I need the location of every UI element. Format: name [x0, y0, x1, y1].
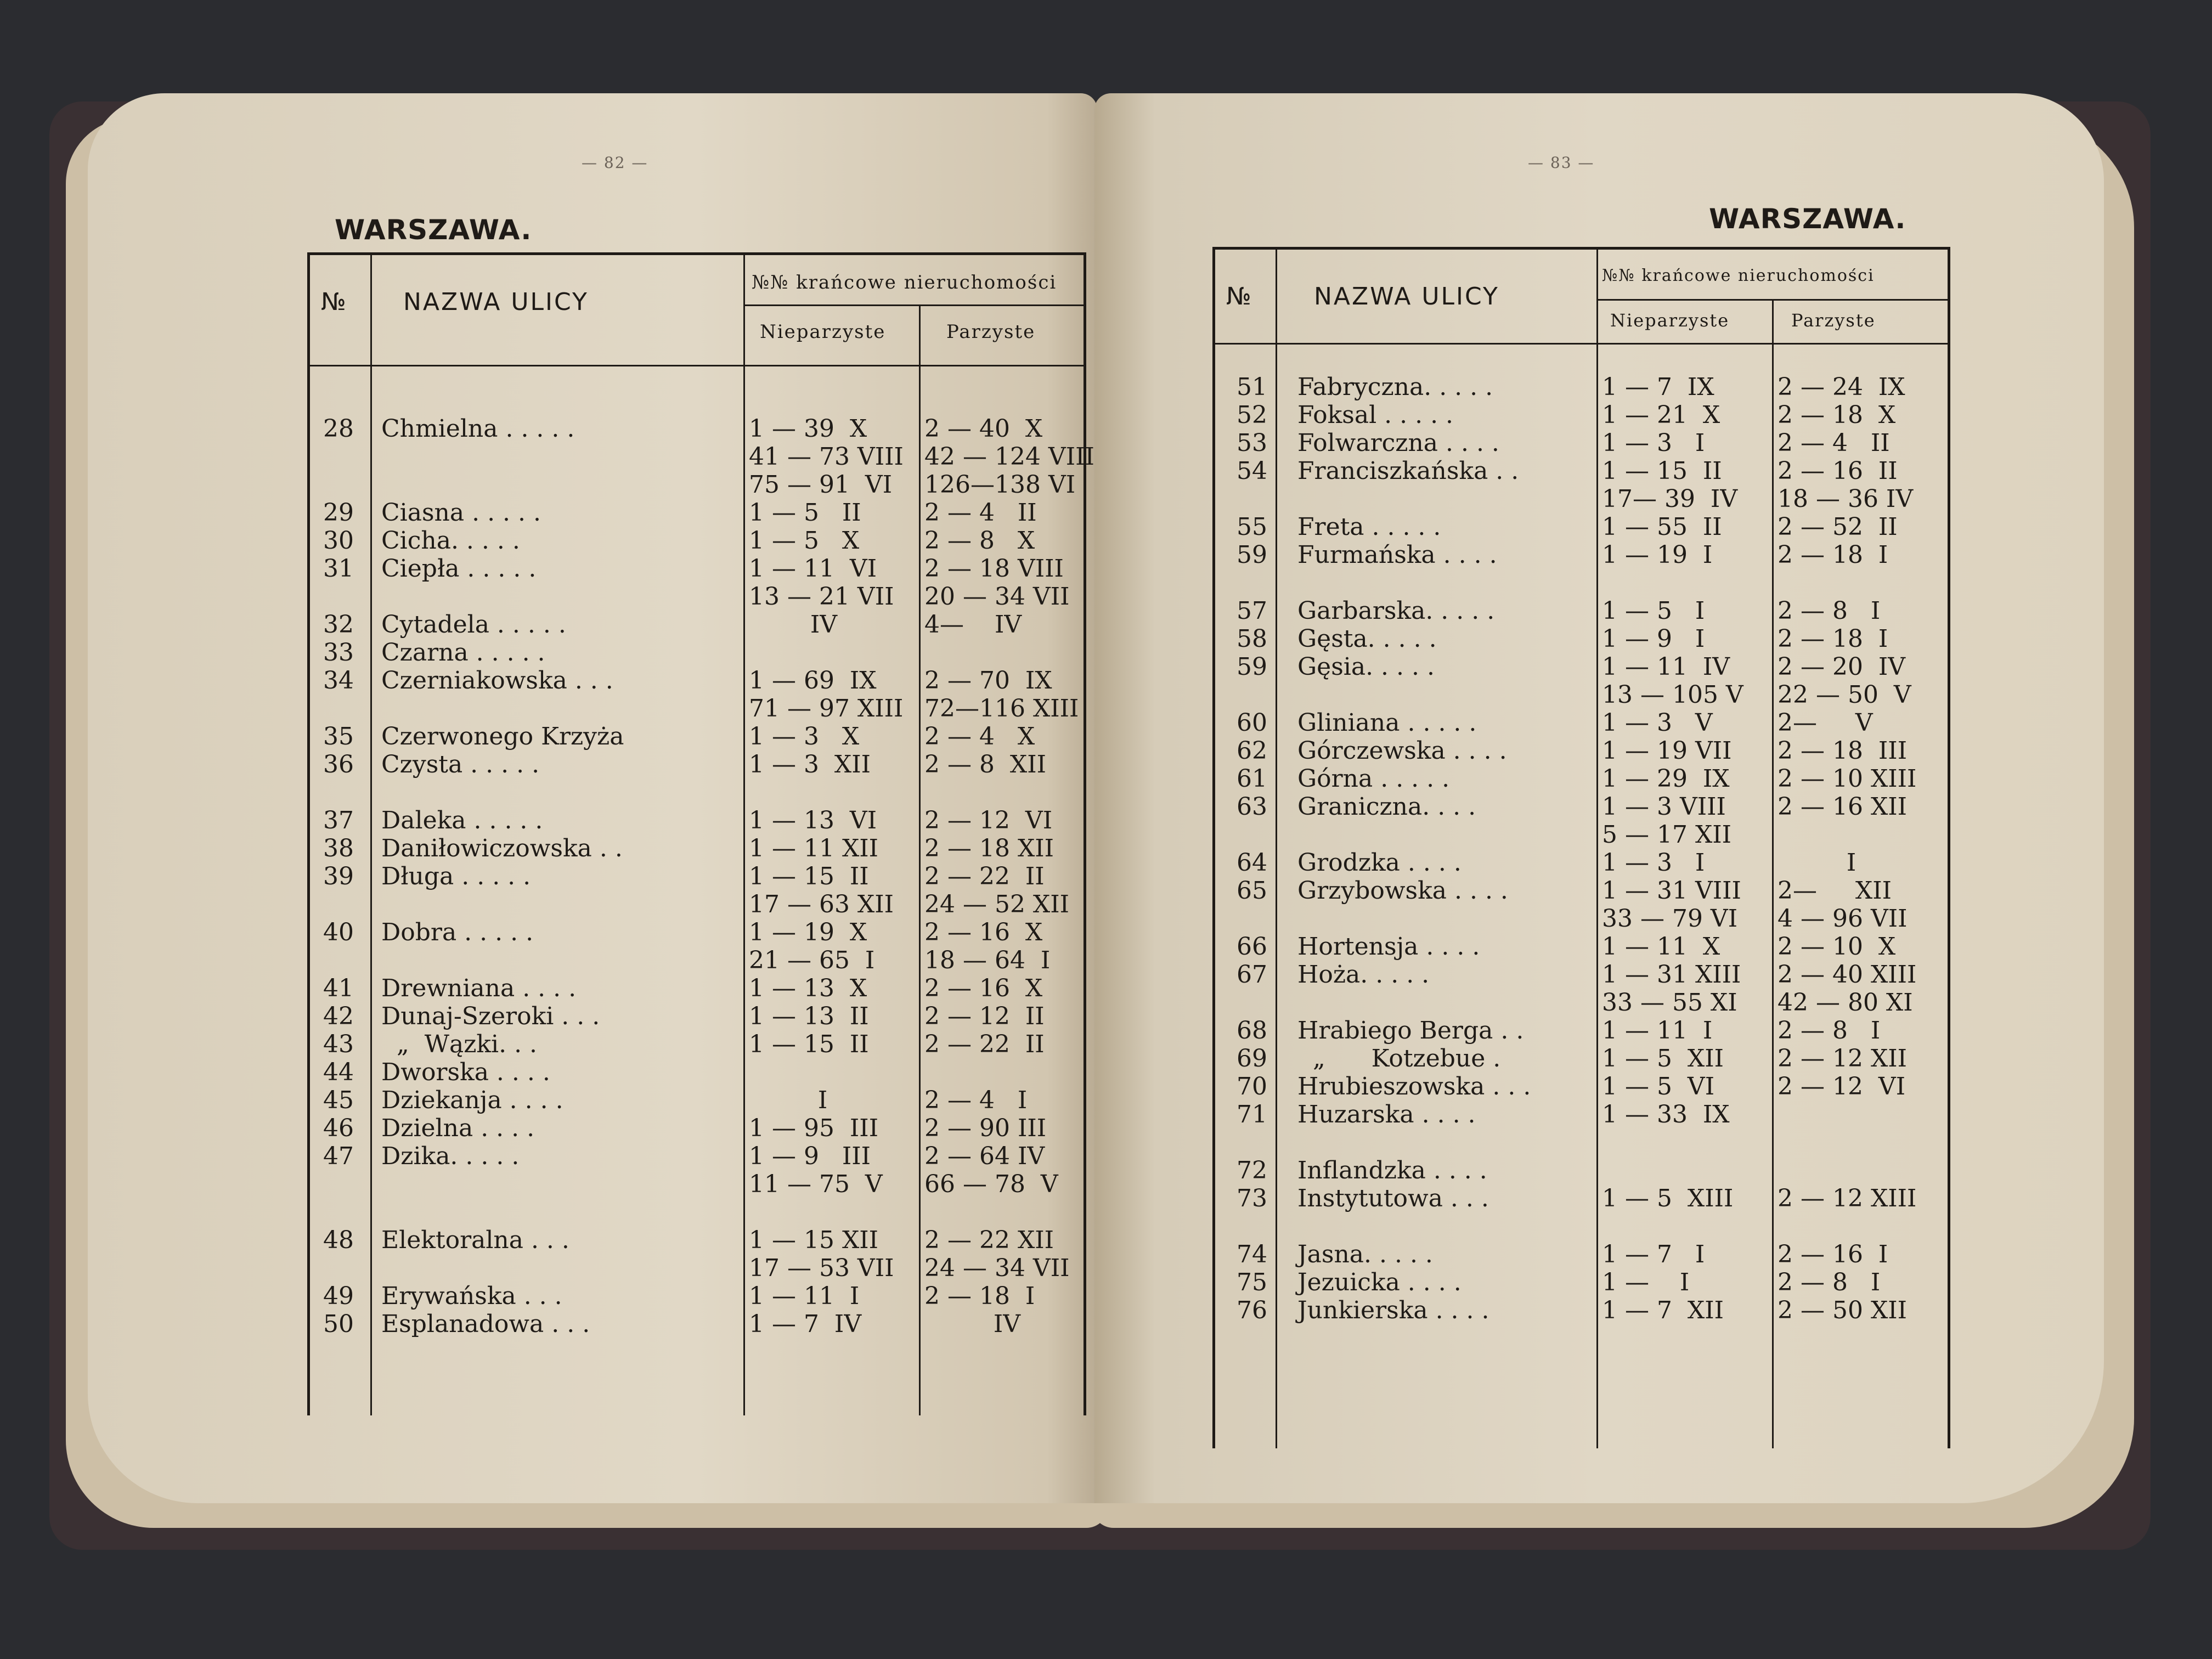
street-name: Freta . . . . .	[1297, 513, 1441, 541]
odd-range: 1 — 15 II	[1602, 457, 1722, 485]
even-range	[924, 387, 1089, 415]
even-range: 2 — 4 X	[924, 723, 1035, 751]
even-range: 2 — 18 VIII	[924, 555, 1064, 583]
street-name: Gęsta. . . . .	[1297, 625, 1437, 653]
odd-range: 1 — 55 II	[1602, 513, 1722, 541]
street-name: Instytutowa . . .	[1297, 1184, 1489, 1212]
street-name: Foksal . . . . .	[1297, 401, 1454, 429]
even-range: 4— IV	[924, 611, 1022, 639]
street-table	[307, 252, 1094, 1415]
even-range: 2 — 8 I	[1778, 597, 1881, 625]
odd-range: 1 — 7 XII	[1602, 1296, 1724, 1324]
row-number	[310, 443, 354, 471]
even-range	[924, 639, 1089, 667]
odd-range: 1 — 11 IV	[1602, 653, 1730, 681]
street-name: Dzika. . . . .	[381, 1142, 520, 1170]
header-street-name: NAZWA ULICY	[1314, 283, 1499, 311]
even-range: 2 — 70 IX	[924, 667, 1052, 695]
even-range	[924, 1058, 1089, 1086]
odd-range: 1 — 31 VIII	[1602, 877, 1741, 905]
street-name: Erywańska . . .	[381, 1282, 562, 1310]
row-number: 49	[323, 1282, 354, 1310]
row-number	[310, 890, 354, 918]
street-name: Hrubieszowska . . .	[1297, 1073, 1531, 1101]
row-number: 43	[323, 1030, 354, 1058]
even-range: 2 — 90 III	[924, 1114, 1047, 1142]
row-number	[1215, 905, 1267, 933]
odd-range: 33 — 55 XI	[1602, 989, 1737, 1017]
row-number: 34	[323, 667, 354, 695]
odd-range	[749, 1058, 913, 1086]
odd-range: 1 — 95 III	[749, 1114, 879, 1142]
street-name: Elektoralna . . .	[381, 1226, 569, 1254]
odd-range: 1 — 11 I	[1602, 1017, 1713, 1045]
header-street-name: NAZWA ULICY	[403, 288, 589, 316]
row-number	[310, 946, 354, 974]
row-number: 41	[323, 974, 354, 1002]
row-number	[1215, 1212, 1267, 1240]
even-range: 42 — 124 VIII	[924, 443, 1094, 471]
street-name: Inflandzka . . . .	[1297, 1156, 1487, 1184]
odd-range: 33 — 79 VI	[1602, 905, 1738, 933]
odd-range: 1 — 13 VI	[749, 806, 877, 834]
odd-range: 11 — 75 V	[749, 1170, 883, 1198]
odd-range: 1 — 21 X	[1602, 401, 1720, 429]
row-number: 31	[323, 555, 354, 583]
street-name: Daleka . . . . .	[381, 806, 543, 834]
header-number: №	[321, 288, 348, 316]
row-number: 30	[323, 527, 354, 555]
street-name: Cytadela . . . . .	[381, 611, 566, 639]
street-name: Drewniana . . . .	[381, 974, 577, 1002]
even-range: 2 — 18 X	[1778, 401, 1896, 429]
row-number: 51	[1237, 373, 1267, 401]
row-number: 67	[1237, 961, 1267, 989]
row-number: 63	[1237, 793, 1267, 821]
even-range: 24 — 34 VII	[924, 1254, 1070, 1282]
even-range: 2 — 12 XIII	[1778, 1184, 1917, 1212]
even-range	[924, 778, 1089, 806]
row-number	[310, 471, 354, 499]
street-name: Dworska . . . .	[381, 1058, 550, 1086]
even-range: 66 — 78 V	[924, 1170, 1058, 1198]
odd-range	[749, 1198, 913, 1226]
odd-range: 41 — 73 VIII	[749, 443, 904, 471]
row-number: 36	[323, 751, 354, 778]
street-name	[1297, 1128, 1594, 1156]
row-number: 50	[323, 1310, 354, 1338]
even-range: 2 — 24 IX	[1778, 373, 1905, 401]
even-range: 2 — 18 XII	[924, 834, 1054, 862]
street-name: Hoża. . . . .	[1297, 961, 1430, 989]
row-number: 42	[323, 1002, 354, 1030]
row-number: 37	[323, 806, 354, 834]
odd-range: 21 — 65 I	[749, 946, 875, 974]
street-name: Czarna . . . . .	[381, 639, 545, 667]
street-name: Dziekanja . . . .	[381, 1086, 563, 1114]
odd-range: 1 — 3 I	[1602, 429, 1705, 457]
row-number: 29	[323, 499, 354, 527]
row-number	[310, 583, 354, 611]
odd-range: 17 — 63 XII	[749, 890, 894, 918]
even-range	[1778, 1156, 1948, 1184]
row-number: 65	[1237, 877, 1267, 905]
row-number: 61	[1237, 765, 1267, 793]
odd-range: 1 — 11 VI	[749, 555, 877, 583]
street-name	[1297, 569, 1594, 597]
odd-range: 17 — 53 VII	[749, 1254, 894, 1282]
street-name: Jasna. . . . .	[1297, 1240, 1433, 1268]
even-range: 18 — 36 IV	[1778, 485, 1914, 513]
row-number	[1215, 1128, 1267, 1156]
odd-range: 1 — 5 XII	[1602, 1045, 1724, 1073]
odd-range: 1 — 11 I	[749, 1282, 860, 1310]
even-range: 2 — 18 III	[1778, 737, 1908, 765]
odd-range: 1 — 7 IX	[1602, 373, 1714, 401]
odd-range	[1602, 1128, 1769, 1156]
row-number: 73	[1237, 1184, 1267, 1212]
even-range: 2— XII	[1778, 877, 1892, 905]
row-number: 38	[323, 834, 354, 862]
even-range: 2 — 4 I	[924, 1086, 1028, 1114]
row-number	[310, 695, 354, 723]
odd-range: 1 — 69 IX	[749, 667, 877, 695]
row-number: 52	[1237, 401, 1267, 429]
odd-range: 1 — 19 X	[749, 918, 867, 946]
row-number: 66	[1237, 933, 1267, 961]
row-number: 74	[1237, 1240, 1267, 1268]
row-number: 75	[1237, 1268, 1267, 1296]
street-name: Huzarska . . . .	[1297, 1101, 1476, 1128]
column-even	[924, 387, 1094, 1338]
odd-range: 1 — 5 I	[1602, 597, 1705, 625]
even-range: 2 — 12 II	[924, 1002, 1045, 1030]
even-range: 2 — 12 VI	[924, 806, 1053, 834]
odd-range: 1 — 31 XIII	[1602, 961, 1741, 989]
odd-range: 1 — 9 I	[1602, 625, 1705, 653]
even-range: 2 — 8 XII	[924, 751, 1047, 778]
even-range: 2 — 4 II	[1778, 429, 1890, 457]
even-range: 2 — 20 IV	[1778, 653, 1906, 681]
street-name: Ciepła . . . . .	[381, 555, 537, 583]
street-name: Dzielna . . . .	[381, 1114, 535, 1142]
street-name: „ Wązki. . .	[381, 1030, 538, 1058]
row-number: 60	[1237, 709, 1267, 737]
even-range: 18 — 64 I	[924, 946, 1051, 974]
street-name: Gęsia. . . . .	[1297, 653, 1435, 681]
odd-range: 1 — 9 III	[749, 1142, 871, 1170]
row-number	[1215, 681, 1267, 709]
street-name: Folwarczna . . . .	[1297, 429, 1499, 457]
street-name: Czysta . . . . .	[381, 751, 540, 778]
page-number: — 83 —	[1528, 154, 1595, 172]
even-range: 2 — 40 X	[924, 415, 1043, 443]
even-range	[924, 1198, 1089, 1226]
odd-range: 1 — 39 X	[749, 415, 867, 443]
column-numbers	[310, 387, 354, 1338]
odd-range: 1 — 3 VIII	[1602, 793, 1726, 821]
odd-range	[1602, 1156, 1769, 1184]
street-name	[381, 778, 738, 806]
row-number: 54	[1237, 457, 1267, 485]
odd-range: 71 — 97 XIII	[749, 695, 904, 723]
street-name: Graniczna. . . .	[1297, 793, 1476, 821]
even-range: 2 — 64 IV	[924, 1142, 1045, 1170]
row-number: 58	[1237, 625, 1267, 653]
even-range: IV	[924, 1310, 1021, 1338]
column-odd	[1602, 373, 1769, 1324]
street-name: Górczewska . . . .	[1297, 737, 1507, 765]
even-range: 2 — 16 X	[924, 974, 1043, 1002]
odd-range: IV	[749, 611, 838, 639]
row-number: 59	[1237, 653, 1267, 681]
street-name: Daniłowiczowska . .	[381, 834, 623, 862]
row-number: 46	[323, 1114, 354, 1142]
even-range: 2 — 18 I	[1778, 541, 1888, 569]
even-range: 4 — 96 VII	[1778, 905, 1908, 933]
row-number: 53	[1237, 429, 1267, 457]
street-name	[381, 1198, 738, 1226]
even-range: 24 — 52 XII	[924, 890, 1070, 918]
street-name	[381, 946, 738, 974]
odd-range: 1 — 5 VI	[1602, 1073, 1715, 1101]
even-range: 126—138 VI	[924, 471, 1076, 499]
row-number: 44	[323, 1058, 354, 1086]
odd-range: 1 — 15 XII	[749, 1226, 879, 1254]
odd-range: 13 — 105 V	[1602, 681, 1743, 709]
row-number: 48	[323, 1226, 354, 1254]
even-range: 2 — 22 XII	[924, 1226, 1054, 1254]
row-number: 47	[323, 1142, 354, 1170]
odd-range: 1 — 13 X	[749, 974, 867, 1002]
street-name	[1297, 485, 1594, 513]
city-heading: WARSZAWA.	[335, 214, 532, 246]
odd-range: 1 — 11 XII	[749, 834, 879, 862]
odd-range: 1 — 29 IX	[1602, 765, 1730, 793]
even-range: 2 — 8 X	[924, 527, 1035, 555]
row-number: 76	[1237, 1296, 1267, 1324]
street-name: Dunaj-Szeroki . . .	[381, 1002, 600, 1030]
header-number: №	[1226, 283, 1253, 311]
row-number: 28	[323, 415, 354, 443]
odd-range: 1 — 3 V	[1602, 709, 1713, 737]
odd-range: 1 — 3 I	[1602, 849, 1705, 877]
odd-range	[749, 639, 913, 667]
row-number: 57	[1237, 597, 1267, 625]
even-range	[1778, 569, 1948, 597]
street-name	[381, 387, 738, 415]
odd-range: 1 — 5 XIII	[1602, 1184, 1734, 1212]
even-range: 2 — 22 II	[924, 1030, 1045, 1058]
row-number	[310, 387, 354, 415]
street-name: Górna . . . . .	[1297, 765, 1450, 793]
street-name: Chmielna . . . . .	[381, 415, 575, 443]
street-name: Czerwonego Krzyża	[381, 723, 624, 751]
header-even: Parzyste	[1791, 310, 1876, 331]
row-number	[1215, 989, 1267, 1017]
street-name: Cicha. . . . .	[381, 527, 520, 555]
street-name: Ciasna . . . . .	[381, 499, 541, 527]
odd-range: 1 — 3 X	[749, 723, 860, 751]
street-name: Garbarska. . . . .	[1297, 597, 1495, 625]
even-range: 72—116 XIII	[924, 695, 1079, 723]
even-range: 2 — 18 I	[1778, 625, 1888, 653]
row-number: 39	[323, 862, 354, 890]
street-name: Furmańska . . . .	[1297, 541, 1497, 569]
column-numbers	[1215, 373, 1267, 1324]
row-number	[310, 1170, 354, 1198]
street-name: Czerniakowska . . .	[381, 667, 613, 695]
row-number	[1215, 485, 1267, 513]
even-range	[1778, 1101, 1948, 1128]
row-number: 55	[1237, 513, 1267, 541]
even-range: 2 — 10 XIII	[1778, 765, 1917, 793]
even-range	[1778, 1128, 1948, 1156]
even-range: 2 — 22 II	[924, 862, 1045, 890]
header-boundary-numbers: №№ krańcowe nieruchomości	[1602, 266, 1875, 285]
even-range: 2 — 16 I	[1778, 1240, 1888, 1268]
street-table	[1212, 247, 1950, 1448]
odd-range: 1 — 33 IX	[1602, 1101, 1730, 1128]
row-number: 45	[323, 1086, 354, 1114]
street-name: Dobra . . . . .	[381, 918, 534, 946]
page-number: — 82 —	[582, 154, 648, 172]
odd-range	[1602, 569, 1769, 597]
street-name: Fabryczna. . . . .	[1297, 373, 1493, 401]
odd-range: 1 — 5 II	[749, 499, 861, 527]
odd-range: 75 — 91 VI	[749, 471, 893, 499]
street-name: „ Kotzebue .	[1297, 1045, 1501, 1073]
row-number: 59	[1237, 541, 1267, 569]
even-range: 2 — 12 VI	[1778, 1073, 1906, 1101]
even-range: 2 — 16 II	[1778, 457, 1898, 485]
street-name: Długa . . . . .	[381, 862, 531, 890]
street-name	[381, 443, 738, 471]
street-name	[381, 471, 738, 499]
row-number: 33	[323, 639, 354, 667]
street-name: Hortensja . . . .	[1297, 933, 1480, 961]
odd-range: 1 — 19 I	[1602, 541, 1713, 569]
header-boundary-numbers: №№ krańcowe nieruchomości	[752, 272, 1057, 294]
row-number	[1215, 821, 1267, 849]
odd-range: 1 — I	[1602, 1268, 1690, 1296]
row-number	[310, 778, 354, 806]
street-name	[1297, 905, 1594, 933]
odd-range: I	[749, 1086, 828, 1114]
odd-range: 1 — 7 I	[1602, 1240, 1705, 1268]
even-range: 2 — 16 X	[924, 918, 1043, 946]
row-number: 71	[1237, 1101, 1267, 1128]
odd-range: 1 — 13 II	[749, 1002, 869, 1030]
odd-range	[1602, 1212, 1769, 1240]
even-range	[1778, 1212, 1948, 1240]
header-even: Parzyste	[946, 321, 1036, 343]
row-number: 68	[1237, 1017, 1267, 1045]
even-range: 2 — 4 II	[924, 499, 1037, 527]
row-number: 40	[323, 918, 354, 946]
odd-range: 1 — 7 IV	[749, 1310, 862, 1338]
even-range: 2 — 8 I	[1778, 1268, 1881, 1296]
column-streets	[381, 387, 738, 1338]
row-number	[310, 1254, 354, 1282]
street-name: Gliniana . . . . .	[1297, 709, 1477, 737]
even-range: 22 — 50 V	[1778, 681, 1911, 709]
street-name	[381, 583, 738, 611]
street-name	[381, 890, 738, 918]
row-number	[1215, 569, 1267, 597]
city-heading: WARSZAWA.	[1709, 203, 1906, 235]
row-number: 72	[1237, 1156, 1267, 1184]
column-streets	[1297, 373, 1594, 1324]
row-number: 69	[1237, 1045, 1267, 1073]
column-even	[1778, 373, 1948, 1324]
row-number: 35	[323, 723, 354, 751]
street-name	[381, 695, 738, 723]
odd-range: 1 — 5 X	[749, 527, 860, 555]
left-page	[88, 93, 1097, 1503]
even-range: 20 — 34 VII	[924, 583, 1070, 611]
row-number	[310, 1198, 354, 1226]
even-range	[1778, 821, 1948, 849]
column-odd	[749, 387, 913, 1338]
street-name: Grzybowska . . . .	[1297, 877, 1508, 905]
street-name	[1297, 1212, 1594, 1240]
odd-range: 5 — 17 XII	[1602, 821, 1732, 849]
row-number: 32	[323, 611, 354, 639]
odd-range: 13 — 21 VII	[749, 583, 894, 611]
odd-range	[749, 387, 913, 415]
even-range: 2 — 12 XII	[1778, 1045, 1908, 1073]
even-range: 42 — 80 XI	[1778, 989, 1913, 1017]
even-range: 2— V	[1778, 709, 1873, 737]
street-name	[1297, 681, 1594, 709]
row-number: 70	[1237, 1073, 1267, 1101]
odd-range	[749, 778, 913, 806]
street-name: Grodzka . . . .	[1297, 849, 1462, 877]
even-range: 2 — 40 XIII	[1778, 961, 1917, 989]
row-number: 62	[1237, 737, 1267, 765]
even-range: 2 — 16 XII	[1778, 793, 1908, 821]
even-range: I	[1778, 849, 1857, 877]
street-name	[1297, 821, 1594, 849]
odd-range: 1 — 15 II	[749, 1030, 869, 1058]
street-name	[1297, 989, 1594, 1017]
street-name: Junkierska . . . .	[1297, 1296, 1489, 1324]
header-odd: Nieparzyste	[760, 321, 886, 343]
even-range: 2 — 8 I	[1778, 1017, 1881, 1045]
row-number: 64	[1237, 849, 1267, 877]
even-range: 2 — 52 II	[1778, 513, 1898, 541]
street-name	[381, 1170, 738, 1198]
right-page	[1094, 93, 2104, 1503]
street-name: Esplanadowa . . .	[381, 1310, 590, 1338]
header-odd: Nieparzyste	[1610, 310, 1730, 331]
odd-range: 1 — 11 X	[1602, 933, 1720, 961]
odd-range: 1 — 15 II	[749, 862, 869, 890]
odd-range: 17— 39 IV	[1602, 485, 1738, 513]
street-name: Hrabiego Berga . .	[1297, 1017, 1524, 1045]
odd-range: 1 — 3 XII	[749, 751, 871, 778]
street-name: Jezuicka . . . .	[1297, 1268, 1462, 1296]
even-range: 2 — 10 X	[1778, 933, 1896, 961]
even-range: 2 — 18 I	[924, 1282, 1035, 1310]
street-name: Franciszkańska . .	[1297, 457, 1519, 485]
odd-range: 1 — 19 VII	[1602, 737, 1732, 765]
street-name	[381, 1254, 738, 1282]
even-range: 2 — 50 XII	[1778, 1296, 1908, 1324]
